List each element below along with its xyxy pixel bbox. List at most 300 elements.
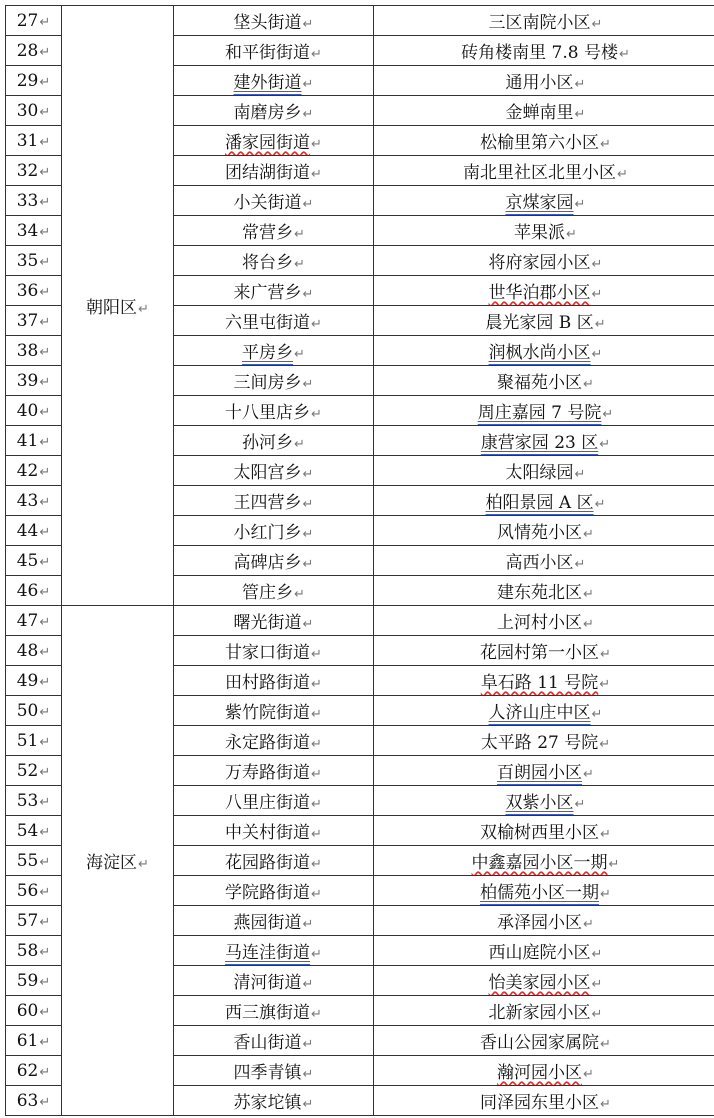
paragraph-mark-icon: ↵ — [294, 437, 305, 452]
document-page — [5, 5, 714, 1116]
paragraph-mark-icon: ↵ — [39, 1034, 51, 1050]
street-cell — [174, 906, 374, 936]
paragraph-mark-icon: ↵ — [574, 197, 586, 212]
paragraph-mark-icon: ↵ — [311, 737, 322, 752]
community-cell — [374, 576, 714, 606]
community-name: 人济山庄中区 — [488, 703, 591, 723]
community-cell — [374, 366, 714, 396]
community-cell — [374, 636, 714, 666]
street-name: 南磨房乡 — [233, 103, 302, 123]
district-name: 海淀区 — [86, 853, 138, 873]
paragraph-mark-icon: ↵ — [583, 917, 594, 932]
row-number-cell — [6, 726, 62, 756]
street-cell — [174, 396, 374, 426]
row-number-cell — [6, 1056, 62, 1086]
street-name: 十八里店乡 — [225, 403, 311, 423]
row-number-cell — [6, 36, 62, 66]
paragraph-mark-icon: ↵ — [39, 284, 51, 300]
row-number: 31 — [16, 130, 39, 151]
paragraph-mark-icon: ↵ — [574, 467, 586, 482]
community-name: 花园村第一小区 — [480, 643, 600, 663]
community-cell — [374, 786, 714, 816]
street-name: 团结湖街道 — [225, 163, 311, 183]
community-name: 香山公园家属院 — [480, 1033, 600, 1053]
community-cell — [374, 186, 714, 216]
paragraph-mark-icon: ↵ — [302, 497, 314, 512]
community-name: 苹果派 — [514, 223, 566, 243]
row-number: 56 — [16, 880, 39, 901]
paragraph-mark-icon: ↵ — [311, 407, 322, 422]
row-number: 45 — [16, 550, 39, 571]
paragraph-mark-icon: ↵ — [591, 947, 603, 962]
paragraph-mark-icon: ↵ — [39, 914, 51, 930]
row-number-cell — [6, 876, 62, 906]
row-number-cell — [6, 456, 62, 486]
street-name: 花园路街道 — [225, 853, 311, 873]
street-name: 和平街街道 — [225, 43, 311, 63]
street-cell — [174, 96, 374, 126]
row-number-cell — [6, 186, 62, 216]
community-cell — [374, 996, 714, 1026]
community-name: 双榆树西里小区 — [480, 823, 600, 843]
paragraph-mark-icon: ↵ — [583, 767, 594, 782]
paragraph-mark-icon: ↵ — [591, 977, 603, 992]
paragraph-mark-icon: ↵ — [608, 857, 620, 872]
row-number-cell — [6, 936, 62, 966]
paragraph-mark-icon: ↵ — [594, 497, 606, 512]
street-name: 永定路街道 — [225, 733, 311, 753]
street-name: 平房乡 — [242, 343, 294, 363]
community-name: 周庄嘉园 7 号院 — [477, 403, 602, 423]
row-number: 46 — [16, 580, 39, 601]
paragraph-mark-icon: ↵ — [39, 644, 51, 660]
community-name: 柏儒苑小区一期 — [480, 883, 600, 903]
row-number-cell — [6, 816, 62, 846]
row-number: 33 — [16, 190, 39, 211]
paragraph-mark-icon: ↵ — [39, 464, 51, 480]
street-name: 建外街道 — [233, 73, 302, 93]
community-cell — [374, 846, 714, 876]
community-cell — [374, 486, 714, 516]
community-cell — [374, 66, 714, 96]
row-number: 41 — [16, 430, 39, 451]
community-name: 风情苑小区 — [497, 523, 583, 543]
paragraph-mark-icon: ↵ — [39, 14, 51, 30]
street-name: 田村路街道 — [225, 673, 311, 693]
table-row — [6, 6, 714, 36]
street-cell — [174, 996, 374, 1026]
paragraph-mark-icon: ↵ — [39, 674, 51, 690]
row-number-cell — [6, 786, 62, 816]
street-name: 马连洼街道 — [225, 943, 311, 963]
row-number-cell — [6, 396, 62, 426]
street-name: 来广营乡 — [233, 283, 302, 303]
street-cell — [174, 6, 374, 36]
street-name: 六里屯街道 — [225, 313, 311, 333]
street-cell — [174, 726, 374, 756]
paragraph-mark-icon: ↵ — [39, 794, 51, 810]
row-number: 62 — [16, 1060, 39, 1081]
paragraph-mark-icon: ↵ — [302, 527, 314, 542]
paragraph-mark-icon: ↵ — [583, 377, 594, 392]
paragraph-mark-icon: ↵ — [600, 887, 611, 902]
street-cell — [174, 186, 374, 216]
community-cell — [374, 1026, 714, 1056]
row-number-cell — [6, 66, 62, 96]
street-cell — [174, 756, 374, 786]
community-cell — [374, 936, 714, 966]
row-number-cell — [6, 966, 62, 996]
row-number: 58 — [16, 940, 39, 961]
community-cell — [374, 396, 714, 426]
row-number: 28 — [16, 40, 39, 61]
paragraph-mark-icon: ↵ — [600, 647, 611, 662]
community-name: 高西小区 — [505, 553, 574, 573]
paragraph-mark-icon: ↵ — [138, 857, 149, 872]
paragraph-mark-icon: ↵ — [294, 347, 305, 362]
paragraph-mark-icon: ↵ — [311, 767, 322, 782]
paragraph-mark-icon: ↵ — [39, 584, 51, 600]
community-cell — [374, 306, 714, 336]
paragraph-mark-icon: ↵ — [600, 1037, 611, 1052]
row-number-cell — [6, 6, 62, 36]
paragraph-mark-icon: ↵ — [138, 302, 149, 317]
street-cell — [174, 456, 374, 486]
row-number-cell — [6, 216, 62, 246]
community-cell — [374, 756, 714, 786]
community-cell — [374, 546, 714, 576]
row-number: 48 — [16, 640, 39, 661]
community-cell — [374, 666, 714, 696]
paragraph-mark-icon: ↵ — [574, 77, 586, 92]
street-name: 垡头街道 — [233, 13, 302, 33]
row-number-cell — [6, 516, 62, 546]
row-number-cell — [6, 276, 62, 306]
community-name: 瀚河园小区 — [497, 1063, 583, 1083]
paragraph-mark-icon: ↵ — [311, 797, 322, 812]
community-cell — [374, 216, 714, 246]
paragraph-mark-icon: ↵ — [599, 437, 611, 452]
paragraph-mark-icon: ↵ — [600, 1097, 611, 1112]
row-number-cell — [6, 306, 62, 336]
street-name: 曙光街道 — [233, 613, 302, 633]
paragraph-mark-icon: ↵ — [594, 317, 606, 332]
paragraph-mark-icon: ↵ — [39, 1064, 51, 1080]
community-name: 北新家园小区 — [488, 1003, 591, 1023]
row-number-cell — [6, 96, 62, 126]
community-name: 晨光家园 B 区 — [485, 313, 594, 333]
paragraph-mark-icon: ↵ — [39, 194, 51, 210]
row-number: 60 — [16, 1000, 39, 1021]
paragraph-mark-icon: ↵ — [39, 404, 51, 420]
street-name: 学院路街道 — [225, 883, 311, 903]
paragraph-mark-icon: ↵ — [39, 134, 51, 150]
row-number: 40 — [16, 400, 39, 421]
paragraph-mark-icon: ↵ — [302, 1067, 314, 1082]
paragraph-mark-icon: ↵ — [311, 47, 322, 62]
paragraph-mark-icon: ↵ — [39, 944, 51, 960]
paragraph-mark-icon: ↵ — [294, 227, 305, 242]
row-number: 27 — [16, 10, 39, 31]
paragraph-mark-icon: ↵ — [302, 917, 314, 932]
street-name: 管庄乡 — [242, 583, 294, 603]
paragraph-mark-icon: ↵ — [39, 614, 51, 630]
community-name: 京煤家园 — [505, 193, 574, 213]
community-cell — [374, 906, 714, 936]
paragraph-mark-icon: ↵ — [39, 44, 51, 60]
row-number: 44 — [16, 520, 39, 541]
paragraph-mark-icon: ↵ — [39, 74, 51, 90]
community-cell — [374, 456, 714, 486]
table-row — [6, 606, 714, 636]
street-name: 孙河乡 — [242, 433, 294, 453]
row-number: 39 — [16, 370, 39, 391]
paragraph-mark-icon: ↵ — [39, 704, 51, 720]
street-name: 常营乡 — [242, 223, 294, 243]
street-cell — [174, 306, 374, 336]
paragraph-mark-icon: ↵ — [574, 557, 586, 572]
community-cell — [374, 696, 714, 726]
street-name: 王四营乡 — [233, 493, 302, 513]
paragraph-mark-icon: ↵ — [591, 17, 603, 32]
street-cell — [174, 546, 374, 576]
street-cell — [174, 876, 374, 906]
paragraph-mark-icon: ↵ — [311, 137, 322, 152]
paragraph-mark-icon: ↵ — [311, 947, 322, 962]
paragraph-mark-icon: ↵ — [599, 737, 611, 752]
community-cell — [374, 126, 714, 156]
district-cell — [62, 606, 174, 1116]
community-cell — [374, 336, 714, 366]
paragraph-mark-icon: ↵ — [39, 344, 51, 360]
street-name: 香山街道 — [233, 1033, 302, 1053]
row-number: 53 — [16, 790, 39, 811]
street-cell — [174, 516, 374, 546]
community-cell — [374, 246, 714, 276]
street-cell — [174, 1056, 374, 1086]
street-name: 小红门乡 — [233, 523, 302, 543]
street-cell — [174, 1026, 374, 1056]
paragraph-mark-icon: ↵ — [39, 1094, 51, 1110]
paragraph-mark-icon: ↵ — [311, 707, 322, 722]
paragraph-mark-icon: ↵ — [39, 824, 51, 840]
paragraph-mark-icon: ↵ — [583, 587, 594, 602]
paragraph-mark-icon: ↵ — [302, 77, 314, 92]
community-name: 将府家园小区 — [488, 253, 591, 273]
community-name: 上河村小区 — [497, 613, 583, 633]
paragraph-mark-icon: ↵ — [302, 467, 314, 482]
paragraph-mark-icon: ↵ — [591, 287, 603, 302]
community-name: 金蝉南里 — [505, 103, 574, 123]
street-cell — [174, 846, 374, 876]
street-name: 小关街道 — [233, 193, 302, 213]
community-cell — [374, 966, 714, 996]
row-number-cell — [6, 666, 62, 696]
row-number-cell — [6, 246, 62, 276]
street-cell — [174, 786, 374, 816]
street-name: 甘家口街道 — [225, 643, 311, 663]
community-name: 南北里社区北里小区 — [463, 163, 617, 183]
paragraph-mark-icon: ↵ — [602, 407, 614, 422]
row-number-cell — [6, 336, 62, 366]
paragraph-mark-icon: ↵ — [39, 854, 51, 870]
row-number: 37 — [16, 310, 39, 331]
community-name: 太平路 27 号院 — [480, 733, 599, 753]
community-name: 松榆里第六小区 — [480, 133, 600, 153]
row-number-cell — [6, 156, 62, 186]
district-cell — [62, 6, 174, 606]
paragraph-mark-icon: ↵ — [302, 1097, 314, 1112]
row-number: 43 — [16, 490, 39, 511]
row-number-cell — [6, 1086, 62, 1116]
street-cell — [174, 936, 374, 966]
paragraph-mark-icon: ↵ — [39, 164, 51, 180]
row-number: 50 — [16, 700, 39, 721]
paragraph-mark-icon: ↵ — [302, 977, 314, 992]
street-cell — [174, 216, 374, 246]
street-cell — [174, 666, 374, 696]
street-cell — [174, 576, 374, 606]
row-number: 47 — [16, 610, 39, 631]
street-cell — [174, 486, 374, 516]
row-number-cell — [6, 546, 62, 576]
paragraph-mark-icon: ↵ — [591, 707, 603, 722]
row-number-cell — [6, 426, 62, 456]
paragraph-mark-icon: ↵ — [39, 554, 51, 570]
street-name: 太阳宫乡 — [233, 463, 302, 483]
paragraph-mark-icon: ↵ — [39, 314, 51, 330]
community-name: 中鑫嘉园小区一期 — [471, 853, 608, 873]
community-cell — [374, 36, 714, 66]
community-name: 三区南院小区 — [488, 13, 591, 33]
paragraph-mark-icon: ↵ — [39, 104, 51, 120]
community-name: 聚福苑小区 — [497, 373, 583, 393]
community-name: 建东苑北区 — [497, 583, 583, 603]
community-cell — [374, 6, 714, 36]
community-name: 百朗园小区 — [497, 763, 583, 783]
community-name: 通用小区 — [505, 73, 574, 93]
row-number: 35 — [16, 250, 39, 271]
paragraph-mark-icon: ↵ — [302, 557, 314, 572]
street-name: 万寿路街道 — [225, 763, 311, 783]
row-number: 34 — [16, 220, 39, 241]
paragraph-mark-icon: ↵ — [591, 347, 603, 362]
street-cell — [174, 816, 374, 846]
row-number: 36 — [16, 280, 39, 301]
community-name: 柏阳景园 A 区 — [485, 493, 594, 513]
community-name: 康营家园 23 区 — [480, 433, 599, 453]
community-cell — [374, 816, 714, 846]
row-number: 30 — [16, 100, 39, 121]
row-number-cell — [6, 996, 62, 1026]
street-name: 燕园街道 — [233, 913, 302, 933]
paragraph-mark-icon: ↵ — [39, 884, 51, 900]
paragraph-mark-icon: ↵ — [311, 167, 322, 182]
community-cell — [374, 516, 714, 546]
street-name: 四季青镇 — [233, 1063, 302, 1083]
street-cell — [174, 276, 374, 306]
paragraph-mark-icon: ↵ — [583, 617, 594, 632]
paragraph-mark-icon: ↵ — [302, 17, 314, 32]
paragraph-mark-icon: ↵ — [39, 1004, 51, 1020]
paragraph-mark-icon: ↵ — [302, 107, 314, 122]
street-cell — [174, 636, 374, 666]
paragraph-mark-icon: ↵ — [600, 137, 611, 152]
street-cell — [174, 366, 374, 396]
row-number-cell — [6, 846, 62, 876]
paragraph-mark-icon: ↵ — [294, 587, 305, 602]
row-number: 54 — [16, 820, 39, 841]
paragraph-mark-icon: ↵ — [39, 734, 51, 750]
community-cell — [374, 1056, 714, 1086]
paragraph-mark-icon: ↵ — [574, 797, 586, 812]
community-name: 砖角楼南里 7.8 号楼 — [461, 43, 618, 63]
paragraph-mark-icon: ↵ — [39, 524, 51, 540]
community-name: 双紫小区 — [505, 793, 574, 813]
paragraph-mark-icon: ↵ — [302, 377, 314, 392]
paragraph-mark-icon: ↵ — [618, 47, 630, 62]
street-cell — [174, 966, 374, 996]
row-number-cell — [6, 366, 62, 396]
community-name: 怡美家园小区 — [488, 973, 591, 993]
row-number: 42 — [16, 460, 39, 481]
street-name: 苏家坨镇 — [233, 1093, 302, 1113]
table-body — [6, 6, 714, 1116]
street-name: 高碑店乡 — [233, 553, 302, 573]
community-cell — [374, 1086, 714, 1116]
street-cell — [174, 336, 374, 366]
community-cell — [374, 96, 714, 126]
community-cell — [374, 156, 714, 186]
row-number: 59 — [16, 970, 39, 991]
row-number: 38 — [16, 340, 39, 361]
community-name: 同泽园东里小区 — [480, 1093, 600, 1113]
street-name: 三间房乡 — [233, 373, 302, 393]
street-cell — [174, 126, 374, 156]
paragraph-mark-icon: ↵ — [311, 857, 322, 872]
paragraph-mark-icon: ↵ — [294, 257, 305, 272]
street-name: 将台乡 — [242, 253, 294, 273]
paragraph-mark-icon: ↵ — [39, 224, 51, 240]
row-number-cell — [6, 636, 62, 666]
paragraph-mark-icon: ↵ — [39, 494, 51, 510]
row-number-cell — [6, 606, 62, 636]
paragraph-mark-icon: ↵ — [583, 527, 594, 542]
row-number: 51 — [16, 730, 39, 751]
paragraph-mark-icon: ↵ — [574, 107, 586, 122]
street-name: 中关村街道 — [225, 823, 311, 843]
street-name: 八里庄街道 — [225, 793, 311, 813]
paragraph-mark-icon: ↵ — [302, 1037, 314, 1052]
row-number-cell — [6, 126, 62, 156]
district-name: 朝阳区 — [86, 298, 138, 318]
paragraph-mark-icon: ↵ — [600, 827, 611, 842]
community-cell — [374, 726, 714, 756]
street-name: 西三旗街道 — [225, 1003, 311, 1023]
community-cell — [374, 426, 714, 456]
row-number: 57 — [16, 910, 39, 931]
street-name: 潘家园街道 — [225, 133, 311, 153]
row-number: 29 — [16, 70, 39, 91]
paragraph-mark-icon: ↵ — [39, 434, 51, 450]
community-name: 太阳绿园 — [505, 463, 574, 483]
row-number-cell — [6, 576, 62, 606]
street-cell — [174, 606, 374, 636]
row-number-cell — [6, 486, 62, 516]
community-name: 世华泊郡小区 — [488, 283, 591, 303]
paragraph-mark-icon: ↵ — [599, 677, 611, 692]
paragraph-mark-icon: ↵ — [311, 677, 322, 692]
